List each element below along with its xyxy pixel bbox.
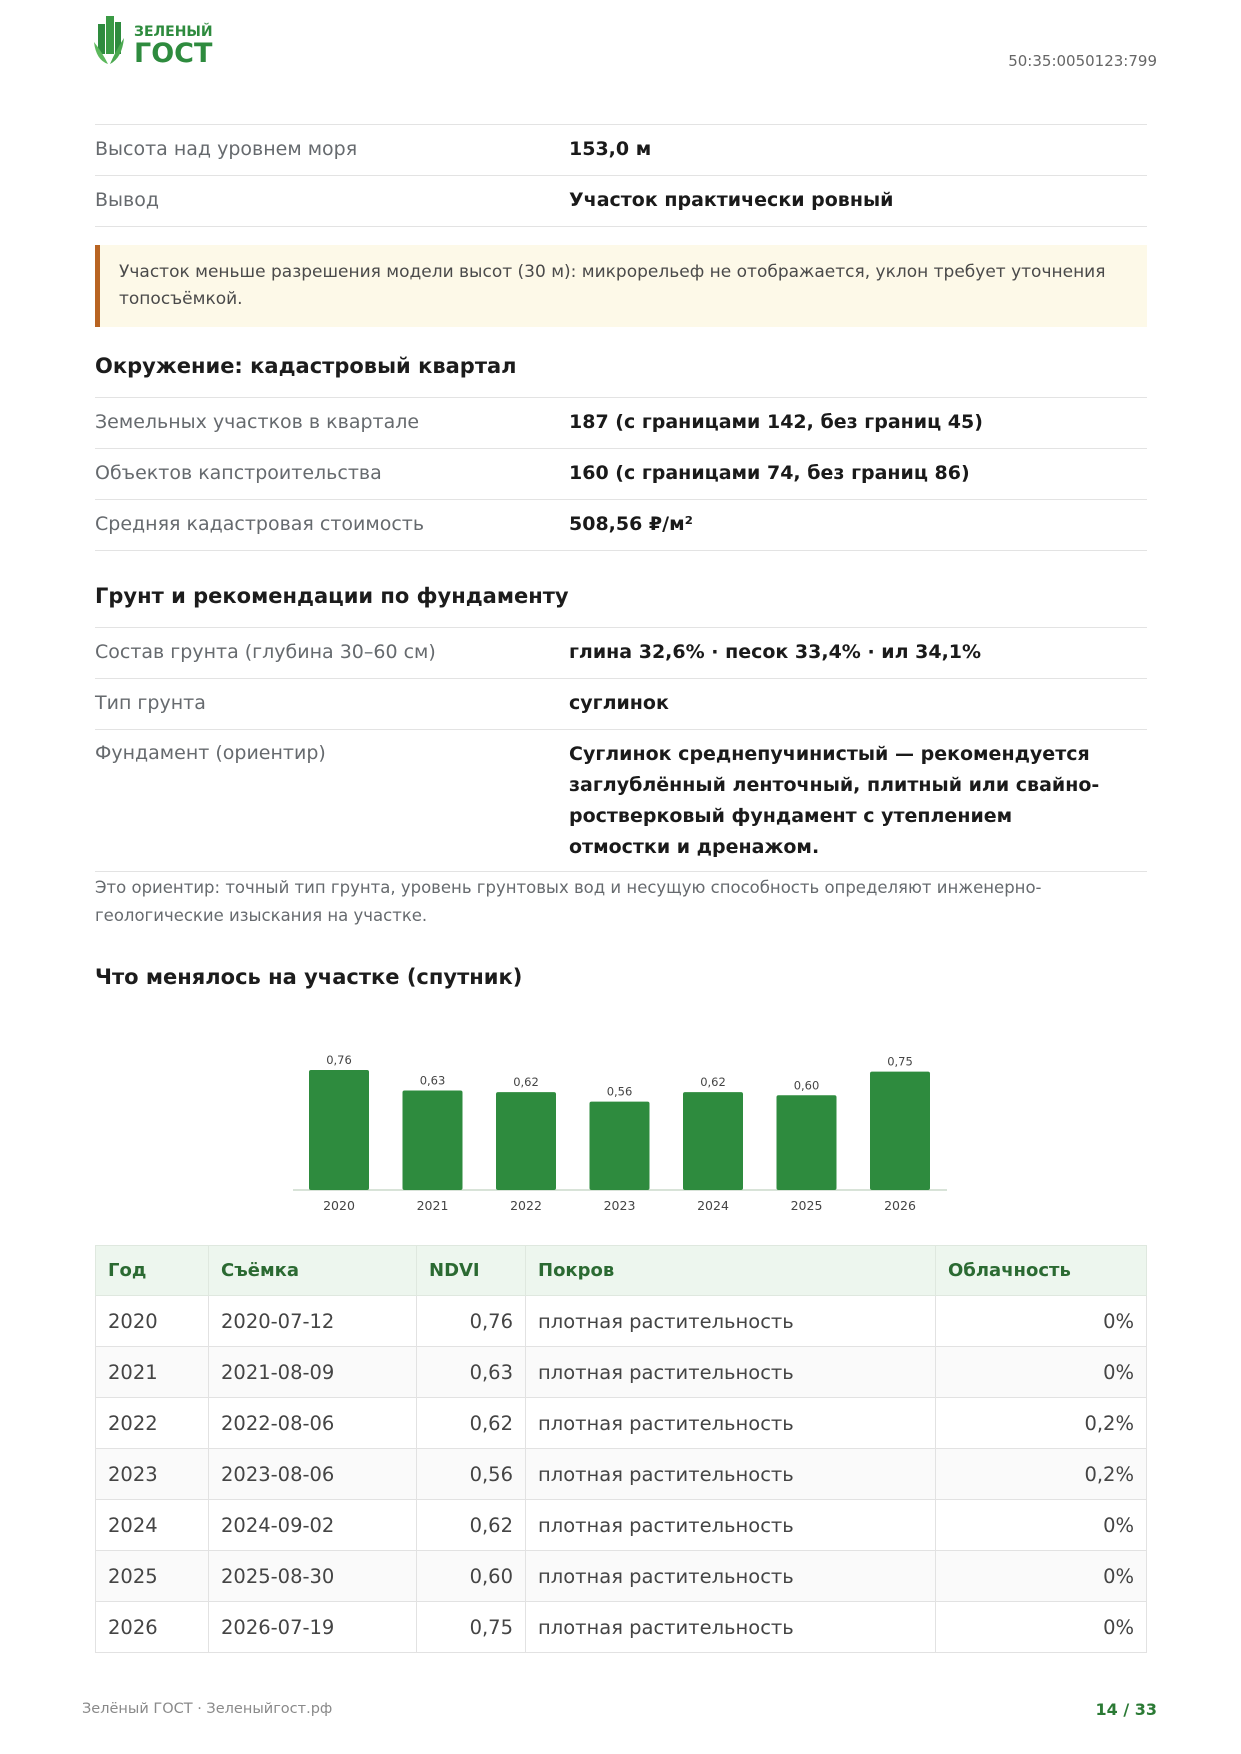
section-title-soil: Грунт и рекомендации по фундаменту xyxy=(95,584,569,608)
table-cell: 2021 xyxy=(96,1347,209,1398)
relief-section xyxy=(95,124,1147,327)
ndvi-bar xyxy=(870,1072,930,1190)
kv-label: Состав грунта (глубина 30–60 см) xyxy=(95,641,436,663)
table-cell: 0,63 xyxy=(417,1347,526,1398)
table-cell: плотная растительность xyxy=(526,1602,936,1653)
table-row xyxy=(96,1449,1147,1500)
kv-row-buildings xyxy=(95,448,1147,499)
x-tick-label: 2023 xyxy=(603,1198,636,1213)
ndvi-chart-container xyxy=(95,990,1147,1245)
table-cell: плотная растительность xyxy=(526,1551,936,1602)
bar-value-label: 0,76 xyxy=(326,1053,352,1067)
kv-row-avg-cost xyxy=(95,499,1147,551)
bar-value-label: 0,63 xyxy=(419,1073,446,1088)
section-title-changes: Что менялось на участке (спутник) xyxy=(95,965,523,989)
table-cell: 0,75 xyxy=(417,1602,526,1653)
table-cell: 0% xyxy=(936,1551,1147,1602)
table-row xyxy=(96,1602,1147,1653)
x-tick-label: 2021 xyxy=(416,1198,449,1213)
report-content xyxy=(95,124,1147,1653)
table-cell: 2025 xyxy=(96,1551,209,1602)
table-cell: 0,60 xyxy=(417,1551,526,1602)
table-cell: 2024 xyxy=(96,1500,209,1551)
table-cell: 2021-08-09 xyxy=(209,1347,417,1398)
table-cell: 2024-09-02 xyxy=(209,1500,417,1551)
table-cell: 0,2% xyxy=(936,1449,1147,1500)
svg-text:ГОСТ: ГОСТ xyxy=(134,38,213,69)
table-cell: 2022-08-06 xyxy=(209,1398,417,1449)
kv-row-elevation xyxy=(95,124,1147,175)
table-cell: 0% xyxy=(936,1296,1147,1347)
kv-row-foundation xyxy=(95,729,1147,872)
table-cell: 2026-07-19 xyxy=(209,1602,417,1653)
table-cell: плотная растительность xyxy=(526,1500,936,1551)
soil-note: Это ориентир: точный тип грунта, уровень грунтовых вод и несущую способность определяют инженерно-геологические изыскания на участке. xyxy=(95,878,1042,925)
table-cell: 2023-08-06 xyxy=(209,1449,417,1500)
kv-row-conclusion xyxy=(95,175,1147,227)
ndvi-bar xyxy=(309,1070,369,1190)
page-number: 14 / 33 xyxy=(1095,1700,1157,1719)
kv-row-soil-type xyxy=(95,678,1147,729)
kv-value: 153,0 м xyxy=(569,138,652,160)
bar-value-label: 0,60 xyxy=(793,1078,820,1093)
soil-section xyxy=(95,583,1147,930)
ndvi-bar-chart xyxy=(95,990,1147,1245)
x-tick-label: 2026 xyxy=(884,1198,916,1213)
changes-section xyxy=(95,964,1147,1653)
table-cell: 0% xyxy=(936,1602,1147,1653)
table-cell: 2020-07-12 xyxy=(209,1296,417,1347)
bar-value-label: 0,62 xyxy=(513,1075,539,1090)
table-cell: 2026 xyxy=(96,1602,209,1653)
ndvi-table xyxy=(95,1245,1147,1653)
kv-value: 160 (с границами 74, без границ 86) xyxy=(569,462,970,484)
table-cell: 0% xyxy=(936,1347,1147,1398)
ndvi-bar xyxy=(777,1095,837,1190)
table-cell: 0,76 xyxy=(417,1296,526,1347)
kv-value: глина 32,6% · песок 33,4% · ил 34,1% xyxy=(569,641,982,663)
kv-label: Объектов капстроительства xyxy=(95,462,382,484)
ndvi-bar xyxy=(590,1102,650,1190)
table-cell: 2025-08-30 xyxy=(209,1551,417,1602)
x-tick-label: 2024 xyxy=(697,1198,729,1213)
kv-value: Суглинок среднепучинистый — рекомендуется заглублённый ленточный, плитный или свайно-ростверковый фундамент с утеплением отмостки и дренажом. xyxy=(569,743,1100,858)
table-cell: 0,2% xyxy=(936,1398,1147,1449)
table-cell: плотная растительность xyxy=(526,1398,936,1449)
table-cell: 2022 xyxy=(96,1398,209,1449)
table-row xyxy=(96,1398,1147,1449)
kv-row-land-plots xyxy=(95,397,1147,448)
table-cell: плотная растительность xyxy=(526,1347,936,1398)
column-header: Год xyxy=(96,1246,209,1296)
ndvi-bar xyxy=(683,1092,743,1190)
table-cell: 2020 xyxy=(96,1296,209,1347)
bar-value-label: 0,75 xyxy=(887,1054,913,1069)
table-cell: 0% xyxy=(936,1500,1147,1551)
kv-label: Вывод xyxy=(95,189,159,211)
table-row xyxy=(96,1296,1147,1347)
kv-value: 187 (с границами 142, без границ 45) xyxy=(569,411,983,433)
table-cell: 0,56 xyxy=(417,1449,526,1500)
kv-label: Средняя кадастровая стоимость xyxy=(95,513,425,535)
table-cell: плотная растительность xyxy=(526,1449,936,1500)
cadastral-number: 50:35:0050123:799 xyxy=(1008,52,1157,70)
table-cell: 0,62 xyxy=(417,1398,526,1449)
svg-text:ЗЕЛЕНЫЙ: ЗЕЛЕНЫЙ xyxy=(134,24,213,40)
x-tick-label: 2022 xyxy=(510,1198,542,1213)
column-header: Съёмка xyxy=(209,1246,417,1296)
relief-warning-callout: Участок меньше разрешения модели высот (30 м): микрорельеф не отображается, уклон требует уточнения топосъёмкой. xyxy=(95,245,1147,327)
table-cell: плотная растительность xyxy=(526,1296,936,1347)
table-row xyxy=(96,1500,1147,1551)
x-tick-label: 2020 xyxy=(323,1198,355,1213)
ndvi-bar xyxy=(496,1092,556,1190)
kv-label: Высота над уровнем моря xyxy=(95,138,358,160)
brand-logo xyxy=(90,12,213,69)
kv-row-soil-composition xyxy=(95,627,1147,678)
kv-value: Участок практически ровный xyxy=(569,189,894,211)
bar-value-label: 0,62 xyxy=(700,1075,726,1090)
table-row xyxy=(96,1347,1147,1398)
logo-buildings-leaf-icon xyxy=(90,12,213,69)
surroundings-section xyxy=(95,353,1147,551)
table-cell: 0,62 xyxy=(417,1500,526,1551)
table-row xyxy=(96,1551,1147,1602)
kv-value: суглинок xyxy=(569,692,669,714)
footer-brand: Зелёный ГОСТ · Зеленыйгост.рф xyxy=(82,1701,333,1717)
bar-value-label: 0,56 xyxy=(606,1084,633,1099)
kv-value: 508,56 ₽/м² xyxy=(569,513,693,535)
kv-label: Земельных участков в квартале xyxy=(95,411,420,433)
column-header: NDVI xyxy=(417,1246,526,1296)
section-title-surroundings: Окружение: кадастровый квартал xyxy=(95,354,517,378)
ndvi-bar xyxy=(403,1091,463,1190)
kv-label: Фундамент (ориентир) xyxy=(95,742,326,764)
table-cell: 2023 xyxy=(96,1449,209,1500)
table-header-row xyxy=(96,1246,1147,1296)
x-tick-label: 2025 xyxy=(790,1198,823,1213)
column-header: Покров xyxy=(526,1246,936,1296)
column-header: Облачность xyxy=(936,1246,1147,1296)
kv-label: Тип грунта xyxy=(95,692,206,714)
